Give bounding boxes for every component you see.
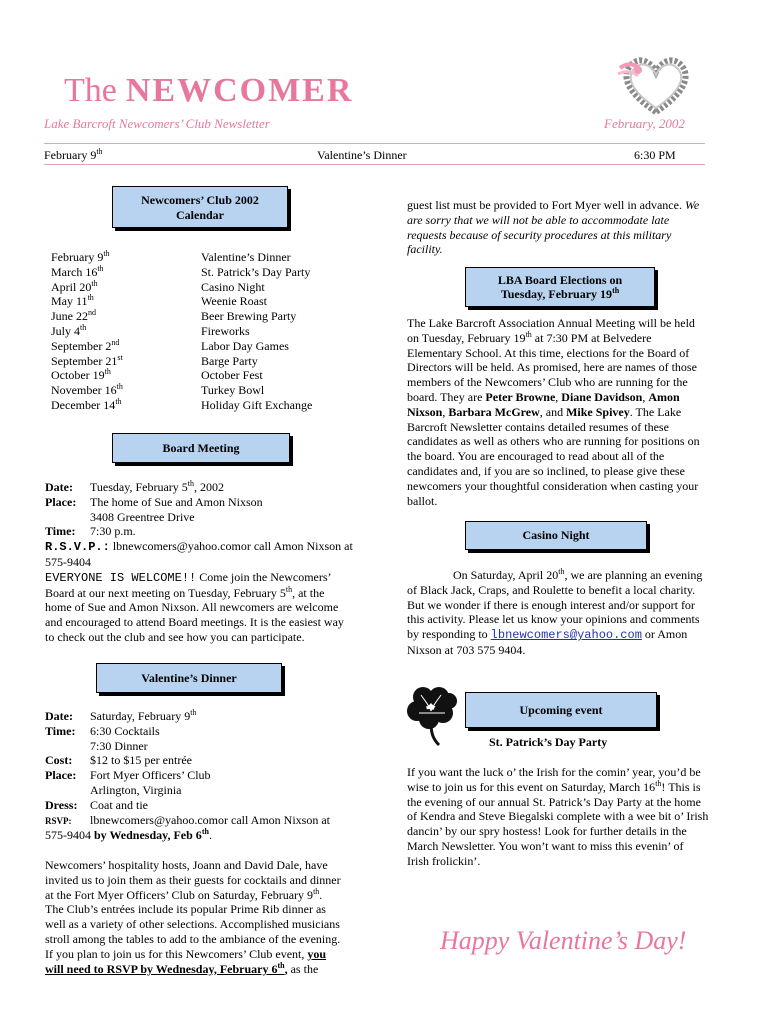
shamrock-icon <box>405 683 459 749</box>
upcoming-event-heading: Upcoming event <box>519 703 603 717</box>
casino-night-heading-box <box>465 521 647 550</box>
calendar-heading-2: Calendar <box>176 208 224 222</box>
header-event-date: February 9th <box>44 147 103 162</box>
heart-wreath-icon <box>616 50 696 120</box>
lba-heading-1: LBA Board Elections on <box>497 273 623 287</box>
calendar-item: October 19th October Fest <box>51 367 263 383</box>
board-meeting-details: Date: Tuesday, February 5th, 2002 Place: The home of Sue and Amon Nixson 3408 Greentree Drive Time: 7:30 p.m. R.S.V.P.: lbnewcomers@yahoo.comor call Amon Nixson at 575-9404 EVERYONE IS WELCOME!! Come join the Newcomers’ Board at our next meeting on Tuesday, February 5th, at the home of Sue and Amon Nixson. All newcomers are welcome and encouraged to attend Board meetings. It is the easiest way to check out the club and see how you can participate. <box>45 479 353 644</box>
header-event-time: 6:30 PM <box>634 148 676 162</box>
upcoming-event-body: If you want the luck o’ the Irish for the comin’ year, you’d be wise to join us for this event on Saturday, March 16th! This is the evening of our annual St. Patrick’s Day Party at the home of Kendra and Steve Biegalski complete with a wee bit o’ Irish dancin’ by our spry hostess! Look for further details in the March Newsletter. You won’t want to miss this evenin’ of Irish frolickin’. <box>407 765 709 868</box>
calendar-heading-box <box>112 186 288 228</box>
title-newcomer: NEWCOMER <box>125 72 354 109</box>
calendar-item: July 4th Fireworks <box>51 322 250 338</box>
newsletter-date: February, 2002 <box>604 116 685 131</box>
header-rule-top <box>44 143 705 144</box>
lba-heading-2: Tuesday, February 19th <box>500 286 620 301</box>
calendar-item: November 16th Turkey Bowl <box>51 382 265 398</box>
valentines-dinner-details: Date: Saturday, February 9th Time: 6:30 Cocktails 7:30 Dinner Cost: $12 to $15 per entrée Place: Fort Myer Officers’ Club Arlington, Virginia Dress: Coat and tie RSVP: lbnewcomers@yahoo.comor call Amon Nixson at 575-9404 by Wednesday, Feb 6th. <box>45 708 330 843</box>
title-the: The <box>64 72 117 109</box>
calendar-item: May 11th Weenie Roast <box>51 293 268 309</box>
board-meeting-heading: Board Meeting <box>162 441 240 455</box>
header-event-name: Valentine’s Dinner <box>317 148 407 162</box>
calendar-item: September 21st Barge Party <box>51 352 258 368</box>
lba-elections-heading-box <box>465 267 655 307</box>
calendar-item: February 9th Valentine’s Dinner <box>51 249 291 264</box>
casino-night-body: On Saturday, April 20th, we are planning an evening of Black Jack, Craps, and Roulette to benefit a local charity. But we wonder if there is enough interest and/or support for this activity. Please let us know your opinions and comments by responding to lbnewcomers@yahoo.com or Amon Nixson at 703 575 9404. <box>407 567 703 657</box>
calendar-item: December 14th Holiday Gift Exchange <box>51 396 313 412</box>
upcoming-event-title: St. Patrick’s Day Party <box>489 735 608 749</box>
casino-email-link[interactable]: lbnewcomers@yahoo.com <box>490 628 642 643</box>
calendar-item: April 20th Casino Night <box>51 278 265 294</box>
calendar-item: September 2nd Labor Day Games <box>51 337 289 353</box>
valentines-dinner-heading-box <box>96 663 282 693</box>
calendar-item: March 16th St. Patrick’s Day Party <box>51 263 311 279</box>
casino-night-heading: Casino Night <box>522 528 590 542</box>
header-rule-bottom <box>44 164 705 165</box>
lba-elections-body: The Lake Barcroft Association Annual Meeting will be held on Tuesday, February 19th at 7:30 PM at Belvedere Elementary School. At this time, elections for the Board of Directors will be held. As promised, here are names of those members of the Newcomers’ Club who are running for the board. They are Peter Browne, Diane Davidson, Amon Nixson, Barbara McGrew, and Mike Spivey. The Lake Barcroft Newsletter contains detailed resumes of these candidates as well as others who are running for positions on the board. You are encouraged to read about all of the candidates and, if you are so inclined, to please give these newcomers your thoughtful consideration when casting your ballot. <box>407 316 700 508</box>
valentines-dinner-heading: Valentine’s Dinner <box>141 671 237 685</box>
calendar-heading-1: Newcomers’ Club 2002 <box>141 193 259 207</box>
dinner-continued: guest list must be provided to Fort Myer well in advance. We are sorry that we will not be able to accommodate late requests because of security procedures at this military facility. <box>407 198 700 257</box>
newsletter-title <box>64 72 353 110</box>
newsletter-subtitle: Lake Barcroft Newcomers’ Club Newsletter <box>44 116 270 131</box>
calendar-list <box>51 250 312 413</box>
upcoming-event-heading-box <box>465 692 657 728</box>
valentines-dinner-body: Newcomers’ hospitality hosts, Joann and David Dale, have invited us to join them as their guests for cocktails and dinner at the Fort Myer Officers’ Club on Saturday, February 9th. The Club’s entrées include its popular Prime Rib dinner as well as a variety of other selections. Accomplished musicians stroll among the tables to add to the ambiance of the evening. If you plan to join us for this Newcomers’ Club event, you will need to RSVP by Wednesday, February 6th, as the <box>45 858 341 976</box>
happy-valentines-banner: Happy Valentine’s Day! <box>440 926 687 955</box>
calendar-item: June 22nd Beer Brewing Party <box>51 308 297 324</box>
board-meeting-heading-box <box>112 433 290 463</box>
